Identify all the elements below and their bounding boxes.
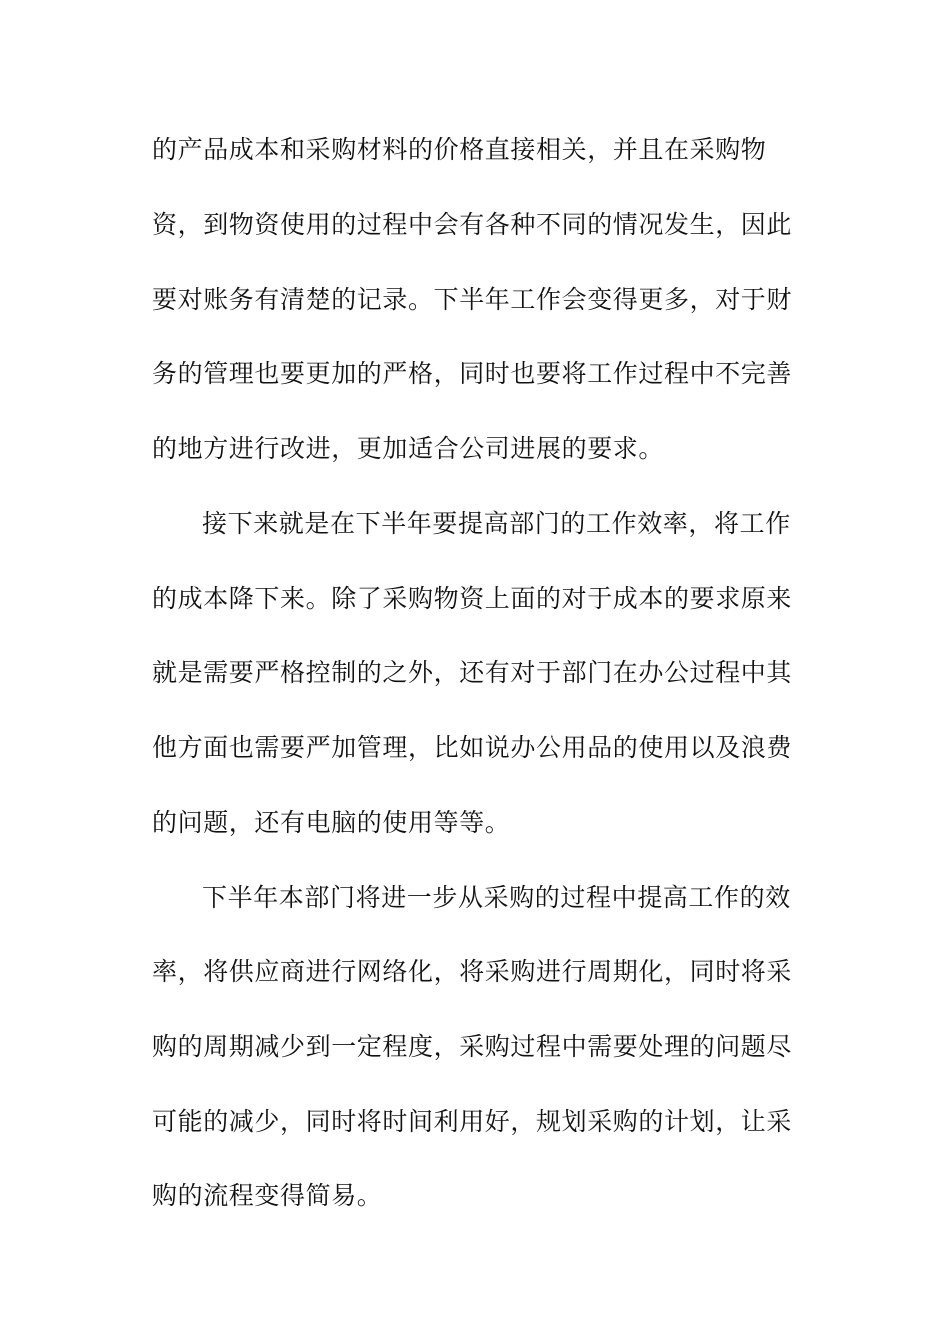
text-line: 下半年本部门将进一步从采购的过程中提高工作的效 bbox=[202, 883, 791, 912]
text-line: 他方面也需要严加管理，比如说办公用品的使用以及浪费 bbox=[152, 733, 793, 762]
text-line: 要对账务有清楚的记录。下半年工作会变得更多，对于财 bbox=[152, 285, 793, 314]
text-line: 可能的减少，同时将时间利用好，规划采购的计划，让采 bbox=[152, 1107, 793, 1136]
text-line: 务的管理也要更加的严格，同时也要将工作过程中不完善 bbox=[152, 359, 793, 388]
text-line: 资，到物资使用的过程中会有各种不同的情况发生，因此 bbox=[152, 210, 793, 239]
text-line: 率，将供应商进行网络化，将采购进行周期化，同时将采 bbox=[152, 957, 793, 986]
text-line: 接下来就是在下半年要提高部门的工作效率，将工作 bbox=[202, 509, 791, 538]
text-line: 就是需要严格控制的之外，还有对于部门在办公过程中其 bbox=[152, 658, 793, 687]
text-line: 购的周期减少到一定程度，采购过程中需要处理的问题尽 bbox=[152, 1032, 793, 1061]
text-line: 的产品成本和采购材料的价格直接相关，并且在采购物 bbox=[152, 135, 767, 164]
text-line: 购的流程变得简易。 bbox=[152, 1181, 383, 1210]
text-line: 的地方进行改进，更加适合公司进展的要求。 bbox=[152, 434, 665, 463]
text-line: 的问题，还有电脑的使用等等。 bbox=[152, 808, 511, 837]
text-line: 的成本降下来。除了采购物资上面的对于成本的要求原来 bbox=[152, 584, 793, 613]
